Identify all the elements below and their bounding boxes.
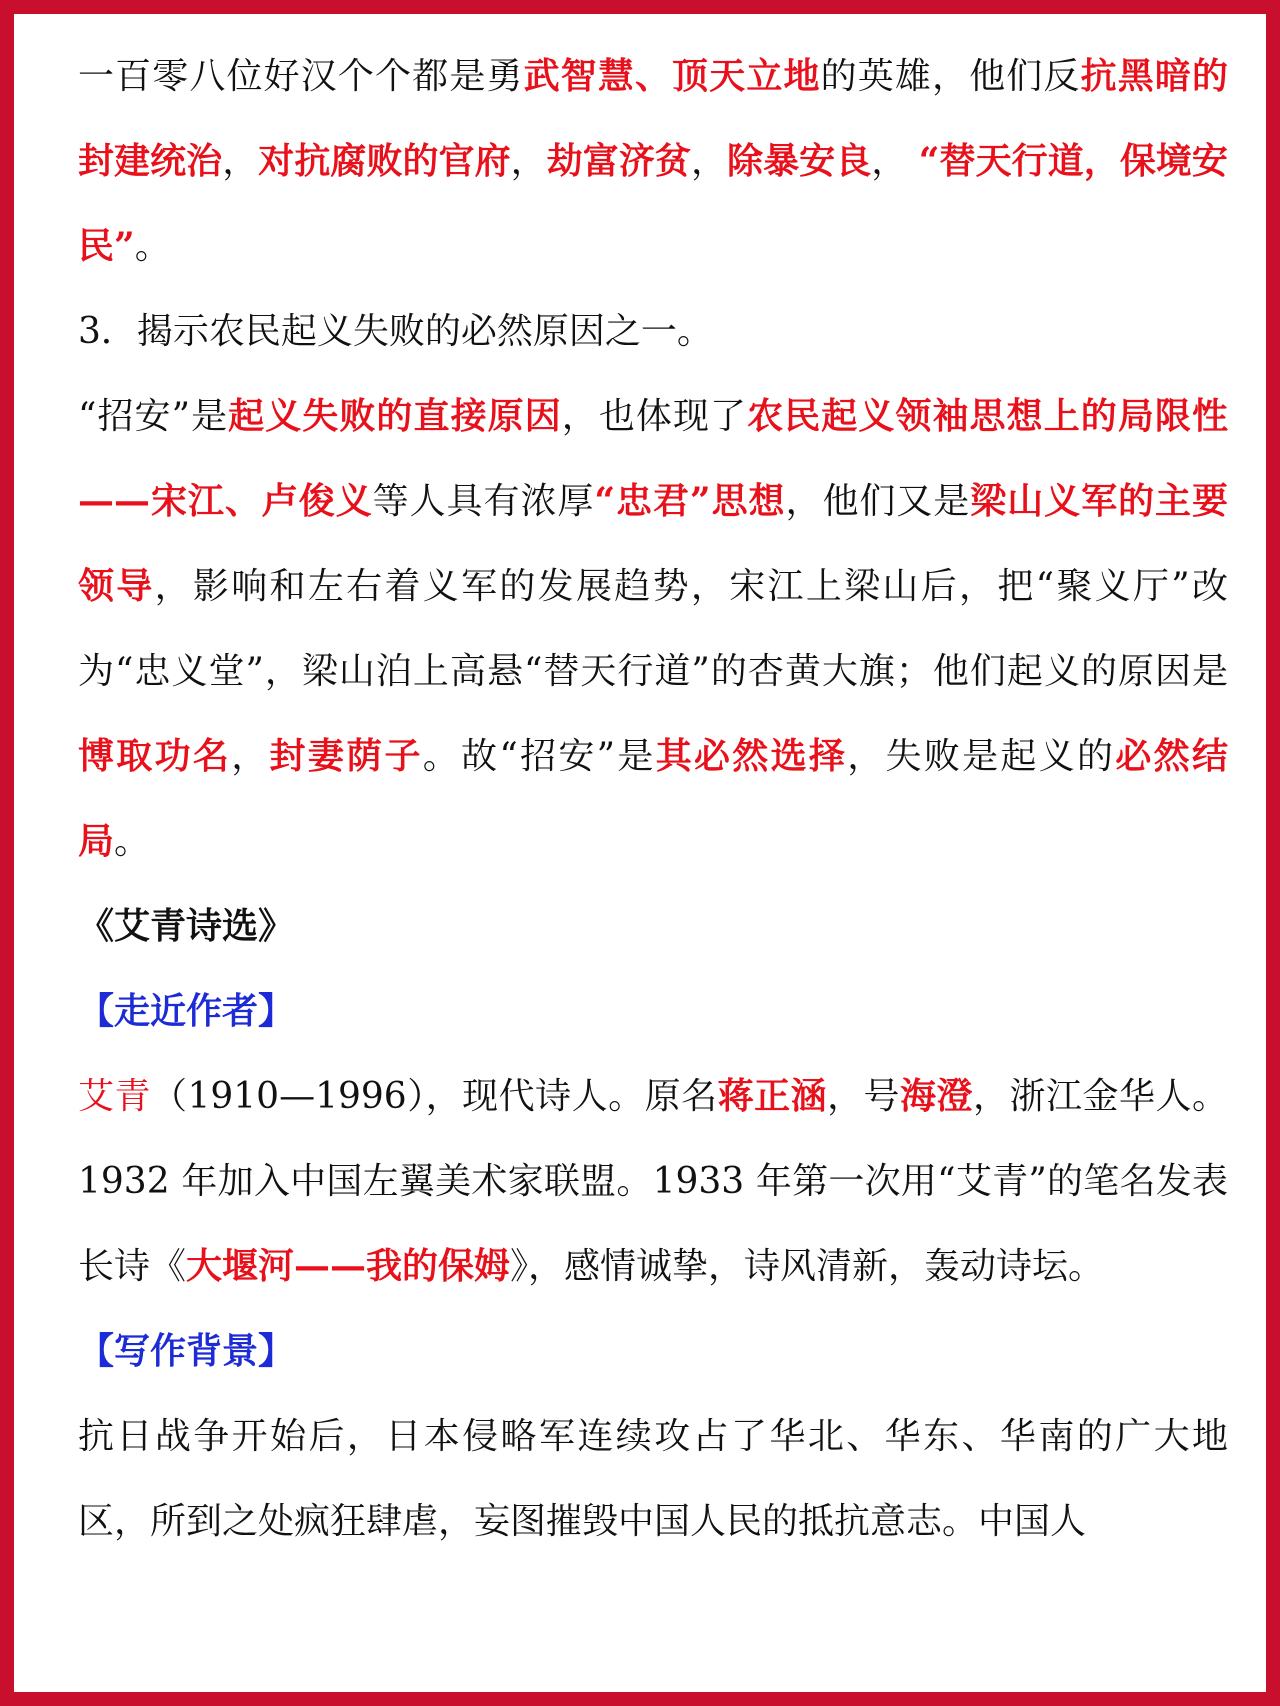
paragraph-background <box>78 1394 1228 1564</box>
text-run: ，他们又是 <box>785 481 971 522</box>
text-run: ，失败是起义的 <box>847 736 1116 777</box>
section-label-background <box>78 1309 1228 1394</box>
highlight-run: 武智慧、顶天立地 <box>523 55 821 97</box>
highlight-run: 起义失败的直接原因 <box>228 395 562 437</box>
paragraph-heroes <box>78 34 1228 289</box>
book-title <box>78 884 1228 969</box>
text-run: ，浙江金华人。1932 年加入中国左翼美术家联盟。1933 年第一次用“艾青”的笔名发表长诗《 <box>78 1076 1228 1287</box>
text-run: 3．揭示农民起义失败的必然原因之一。 <box>78 311 713 352</box>
text-run: 一百零八位好汉个个都是勇 <box>78 56 524 97</box>
highlight-run: 抗黑暗的封建统治 <box>78 55 1228 182</box>
paragraph-zhaoan <box>78 374 1228 884</box>
text-run: ，影响和左右着义军的发展趋势，宋江上梁山后，把“聚义厅”改为“忠义堂”，梁山泊上高悬“替天行道”的杏黄大旗；他们起义的原因是 <box>78 566 1228 692</box>
highlight-run: 其必然选择 <box>655 735 848 777</box>
highlight-run: 必然结局 <box>78 735 1228 862</box>
section-label-text: 【写作背景】 <box>78 1330 295 1372</box>
text-run: “招安”是 <box>78 396 229 437</box>
text-run: ， <box>510 141 547 182</box>
highlight-run: 封妻荫子 <box>269 735 423 777</box>
book-title-text: 《艾青诗选》 <box>78 905 295 947</box>
text-run: ，也体现了 <box>561 396 748 437</box>
text-run: ， <box>690 141 728 182</box>
highlight-run: 大堰河——我的保姆 <box>186 1245 511 1287</box>
text-run: ， <box>871 141 919 182</box>
text-run: 等人具有浓厚 <box>372 481 595 522</box>
highlight-run: 海澄 <box>900 1075 974 1117</box>
text-run: ， <box>231 736 270 777</box>
highlight-run: 农民起义领袖思想上的局限性——宋江、卢俊义 <box>78 395 1228 522</box>
text-run: 。 <box>134 226 171 267</box>
section-label-text: 【走近作者】 <box>78 990 295 1032</box>
text-run: 。故“招安”是 <box>422 736 656 777</box>
highlight-run: “替天行道，保境安民” <box>78 140 1228 267</box>
highlight-run: 除暴安良 <box>727 140 872 182</box>
highlight-run: 梁山义军的主要领导 <box>78 480 1228 607</box>
section-label-author <box>78 969 1228 1054</box>
highlight-run: 蒋正涵 <box>717 1075 828 1117</box>
highlight-run: 对抗腐败的官府 <box>258 140 511 182</box>
highlight-run: “忠君”思想 <box>594 480 786 522</box>
text-run: ，号 <box>827 1076 901 1117</box>
paragraph-point-3 <box>78 289 1228 374</box>
text-run: ， <box>222 141 259 182</box>
text-run: 的英雄，他们反 <box>820 56 1081 97</box>
paragraph-author <box>78 1054 1228 1309</box>
highlight-run: 艾青 <box>78 1076 151 1117</box>
highlight-run: 劫富济贫 <box>546 140 691 182</box>
text-run: 抗日战争开始后，日本侵略军连续攻占了华北、华东、华南的广大地区，所到之处疯狂肆虐，妄图摧毁中国人民的抵抗意志。中国人 <box>78 1416 1228 1542</box>
text-run: 。 <box>114 821 151 862</box>
highlight-run: 博取功名 <box>78 735 232 777</box>
text-run: （1910—1996），现代诗人。原名 <box>150 1076 718 1117</box>
document-body <box>78 34 1228 1564</box>
text-run: 》，感情诚挚，诗风清新，轰动诗坛。 <box>510 1246 1105 1287</box>
